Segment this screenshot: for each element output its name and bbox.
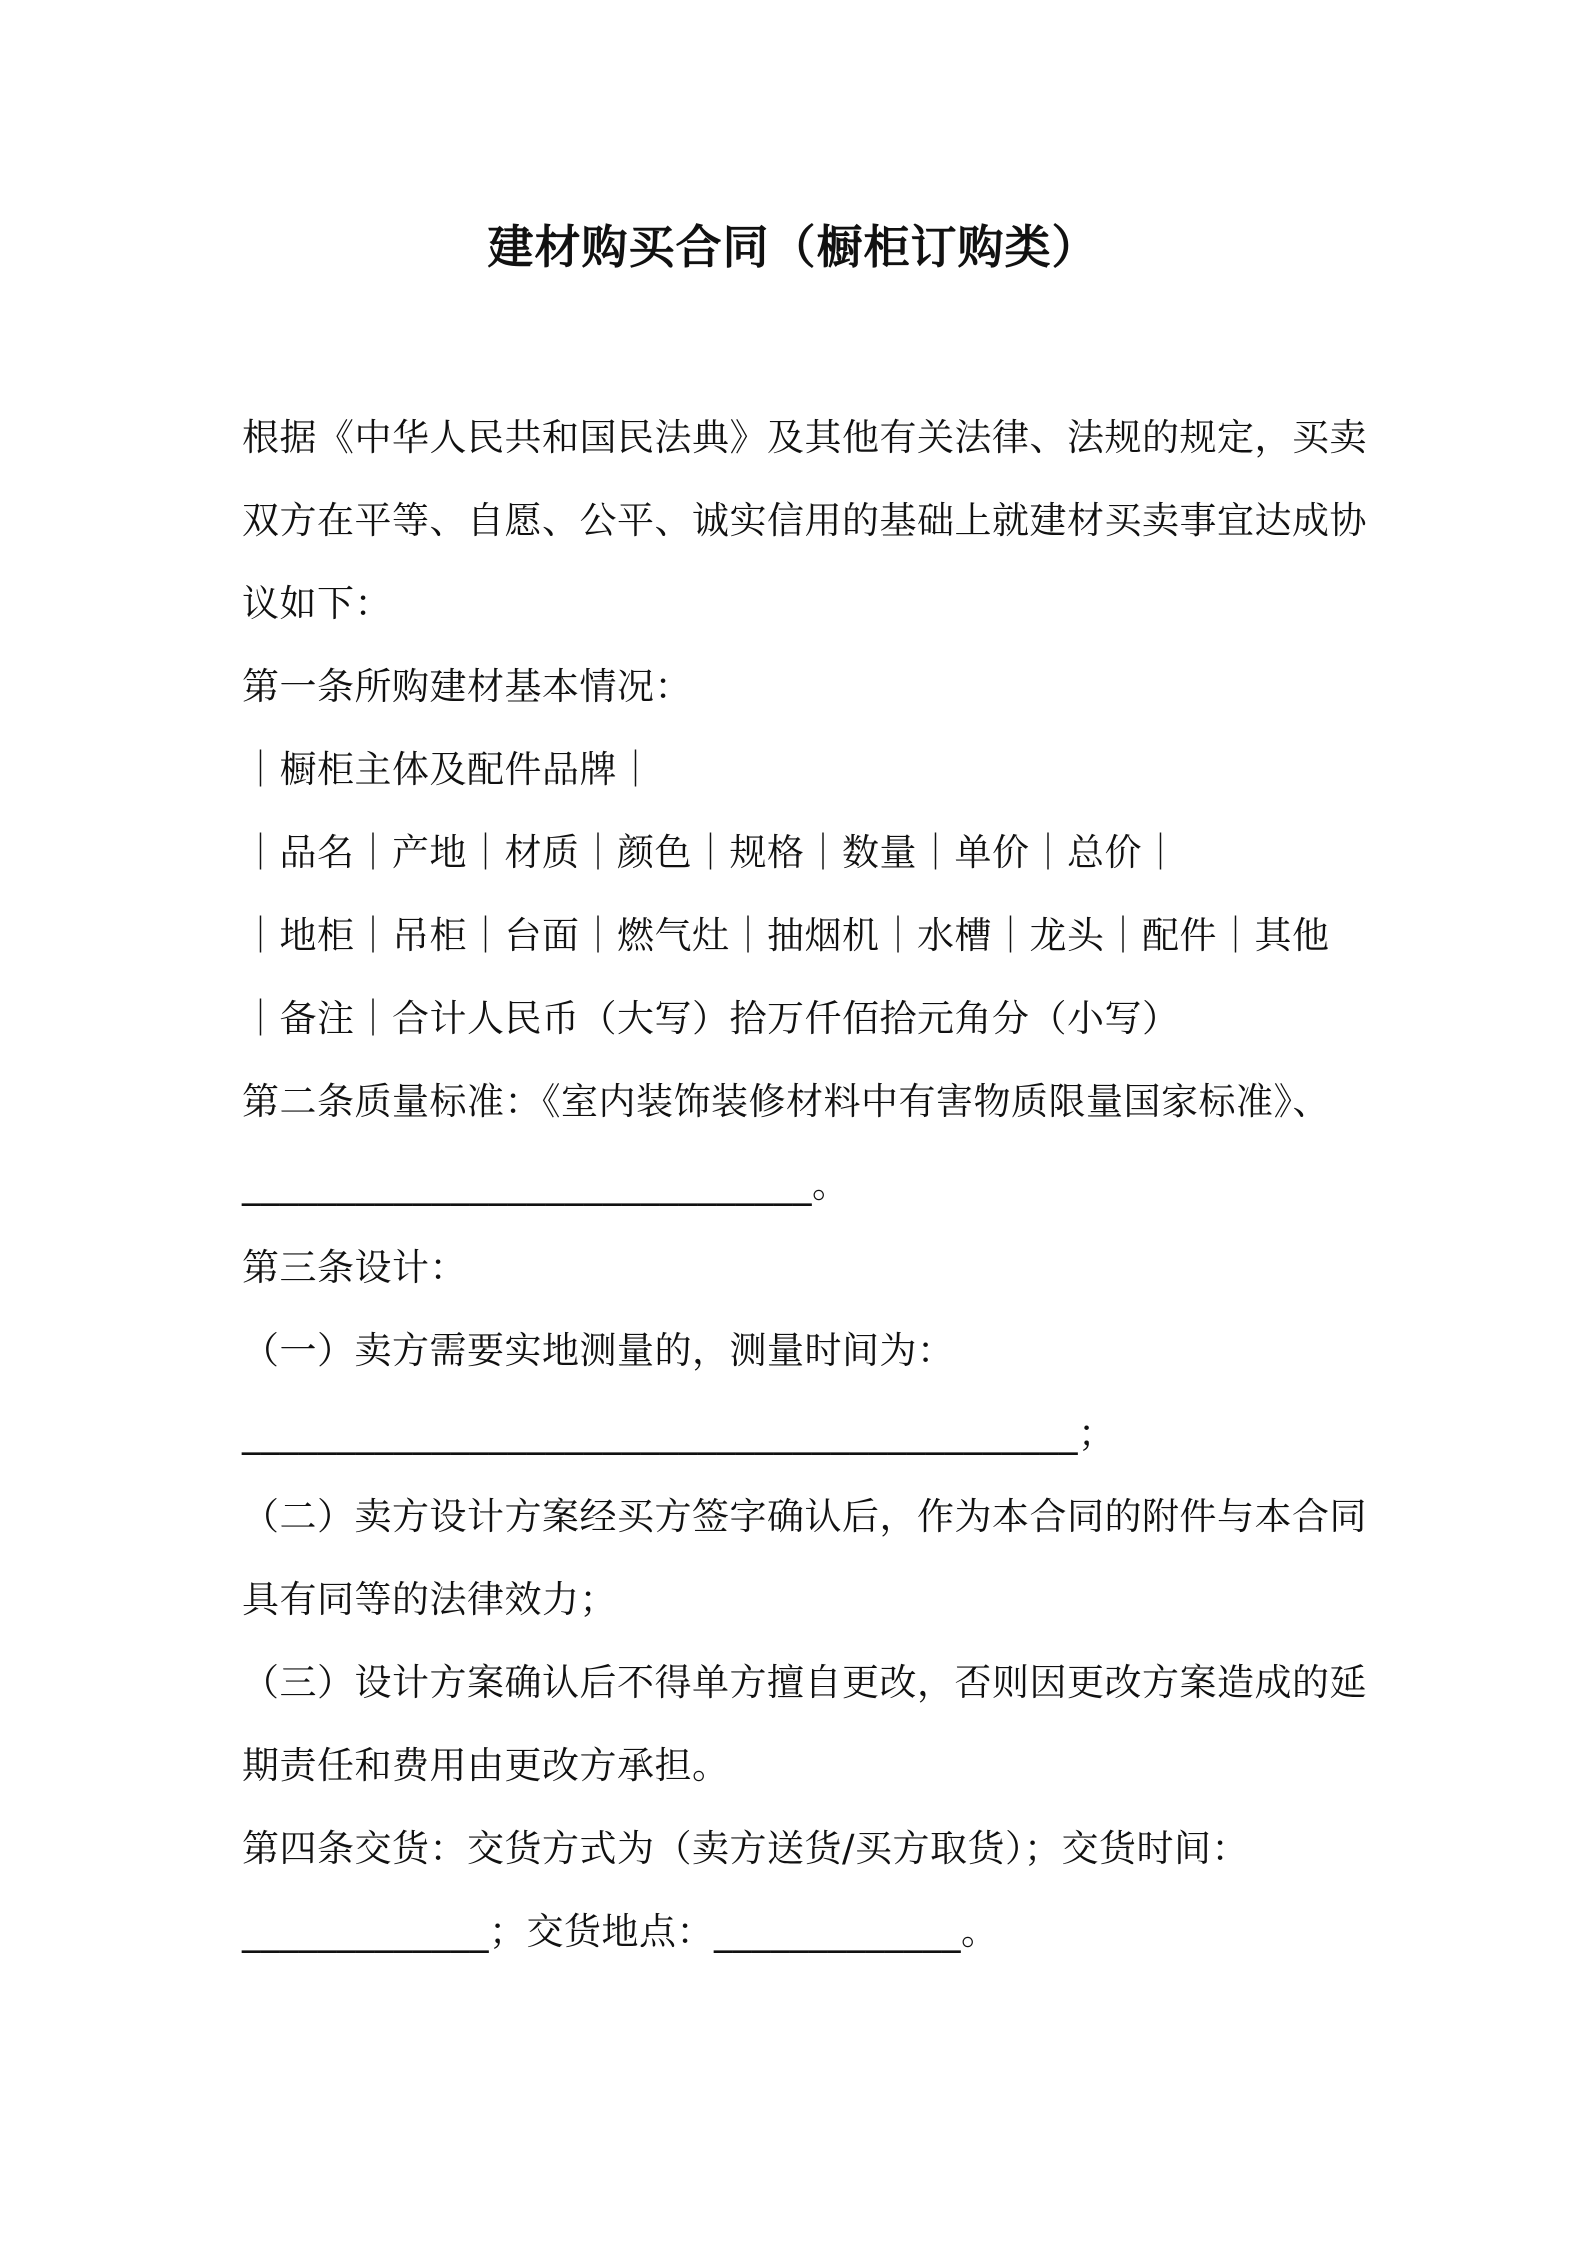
text-line: 双方在平等、自愿、公平、诚实信用的基础上就建材买卖事宜达成协 [242,499,1367,542]
table-row-items: ｜地柜｜吊柜｜台面｜燃气灶｜抽烟机｜水槽｜龙头｜配件｜其他 [242,914,1330,957]
clause-3-2: （二）卖方设计方案经买方签字确认后，作为本合同的附件与本合同 [242,1495,1367,1538]
text-line: 根据《中华人民共和国民法典》及其他有关法律、法规的规定，买卖 [242,416,1367,459]
article-1-heading: 第一条所购建材基本情况： [242,665,692,708]
article-2-heading: 第二条质量标准：《室内装饰装修材料中有害物质限量国家标准》、 [242,1080,1330,1123]
document-title: 建材购买合同（橱柜订购类） [487,220,1099,274]
delivery-blanks: _____________；交货地点：_____________。 [242,1910,999,1953]
table-row-brand: ｜橱柜主体及配件品牌｜ [242,748,655,791]
text-line: 期责任和费用由更改方承担。 [242,1744,730,1787]
article-4-heading: 第四条交货：交货方式为（卖方送货/买方取货）；交货时间： [242,1827,1249,1870]
clause-3-1: （一）卖方需要实地测量的，测量时间为： [242,1329,955,1372]
blank-line: ______________________________。 [242,1163,850,1206]
article-3-heading: 第三条设计： [242,1246,467,1289]
table-row-header: ｜品名｜产地｜材质｜颜色｜规格｜数量｜单价｜总价｜ [242,831,1180,874]
clause-3-3: （三）设计方案确认后不得单方擅自更改，否则因更改方案造成的延 [242,1661,1367,1704]
blank-line: ____________________________________________； [242,1412,1116,1455]
text-line: 议如下： [242,582,392,625]
text-line: 具有同等的法律效力； [242,1578,617,1621]
table-row-total: ｜备注｜合计人民币（大写）拾万仟佰拾元角分（小写） [242,997,1180,1040]
